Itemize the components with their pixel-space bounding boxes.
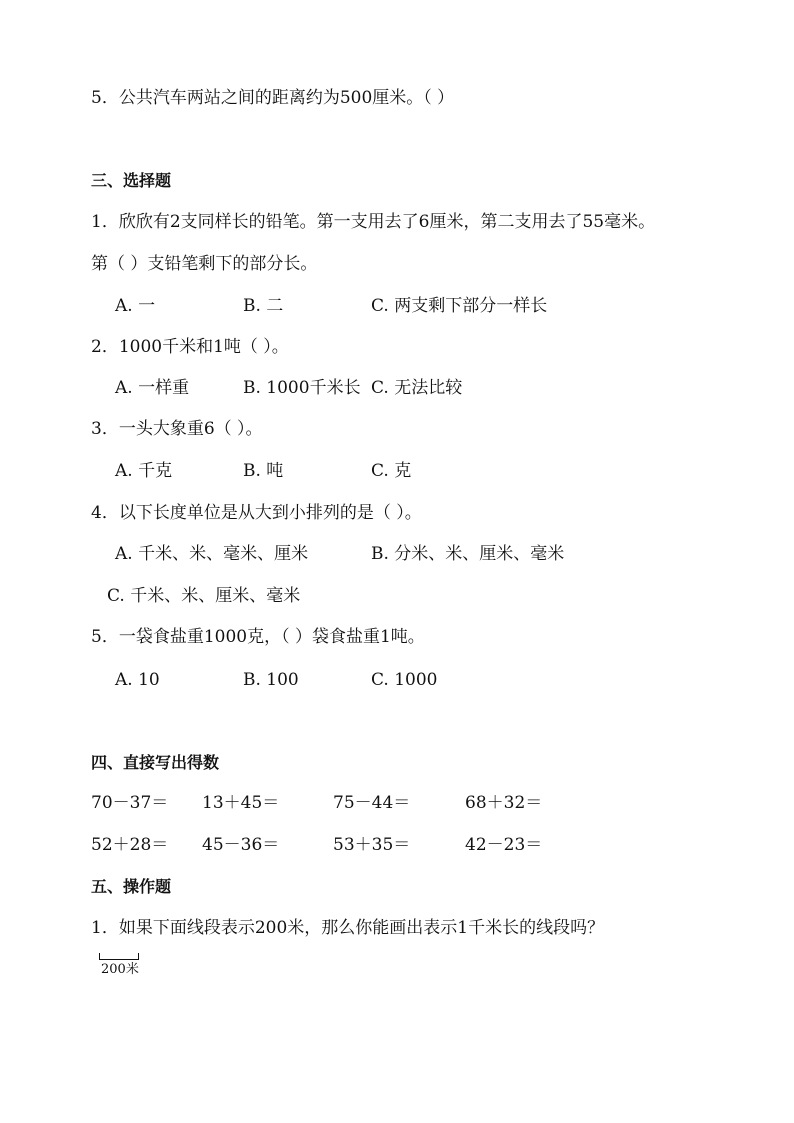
calc-item: 52＋28＝ <box>91 835 169 855</box>
q4-option-a: A. 千米、米、毫米、厘米 <box>115 544 309 564</box>
q1-option-c: C. 两支剩下部分一样长 <box>371 296 548 316</box>
line-segment-figure <box>99 953 139 960</box>
section-title-choice: 三、选择题 <box>91 171 172 190</box>
q5-option-a: A. 10 <box>115 670 160 690</box>
calc-item: 45－36＝ <box>202 835 280 855</box>
calc-item: 42－23＝ <box>465 835 543 855</box>
question-5: 5．一袋食盐重1000克，（ ）袋食盐重1吨。 <box>91 627 425 647</box>
question-3: 3．一头大象重6（ ）。 <box>91 419 263 439</box>
q1-option-a: A. 一 <box>115 296 156 316</box>
question-4: 4．以下长度单位是从大到小排列的是（ ）。 <box>91 503 422 523</box>
operation-question-1: 1．如果下面线段表示200米，那么你能画出表示1千米长的线段吗？ <box>91 918 605 938</box>
q1-option-b: B. 二 <box>243 296 284 316</box>
q4-option-c: C. 千米、米、厘米、毫米 <box>107 586 301 606</box>
calc-item: 75－44＝ <box>333 793 411 813</box>
q4-option-b: B. 分米、米、厘米、毫米 <box>371 544 565 564</box>
q2-option-c: C. 无法比较 <box>371 378 463 398</box>
q5-option-b: B. 100 <box>243 670 299 690</box>
calc-item: 53＋35＝ <box>333 835 411 855</box>
section-title-operation: 五、操作题 <box>91 877 172 896</box>
question-1-line-2: 第（ ）支铅笔剩下的部分长。 <box>91 254 318 274</box>
q2-option-b: B. 1000千米长 <box>243 378 361 398</box>
calc-item: 13＋45＝ <box>202 793 280 813</box>
question-1-line-1: 1．欣欣有2支同样长的铅笔。第一支用去了6厘米，第二支用去了55毫米。 <box>91 212 656 232</box>
q2-option-a: A. 一样重 <box>115 378 190 398</box>
q5-option-c: C. 1000 <box>371 670 438 690</box>
calc-item: 68＋32＝ <box>465 793 543 813</box>
section-title-calculation: 四、直接写出得数 <box>91 753 220 772</box>
q3-option-a: A. 千克 <box>115 461 173 481</box>
q3-option-c: C. 克 <box>371 461 412 481</box>
calc-item: 70－37＝ <box>91 793 169 813</box>
true-false-item-5: 5．公共汽车两站之间的距离约为500厘米。（ ） <box>91 88 455 108</box>
question-2: 2．1000千米和1吨（ ）。 <box>91 337 289 357</box>
q3-option-b: B. 吨 <box>243 461 284 481</box>
line-segment-label: 200米 <box>101 962 139 977</box>
